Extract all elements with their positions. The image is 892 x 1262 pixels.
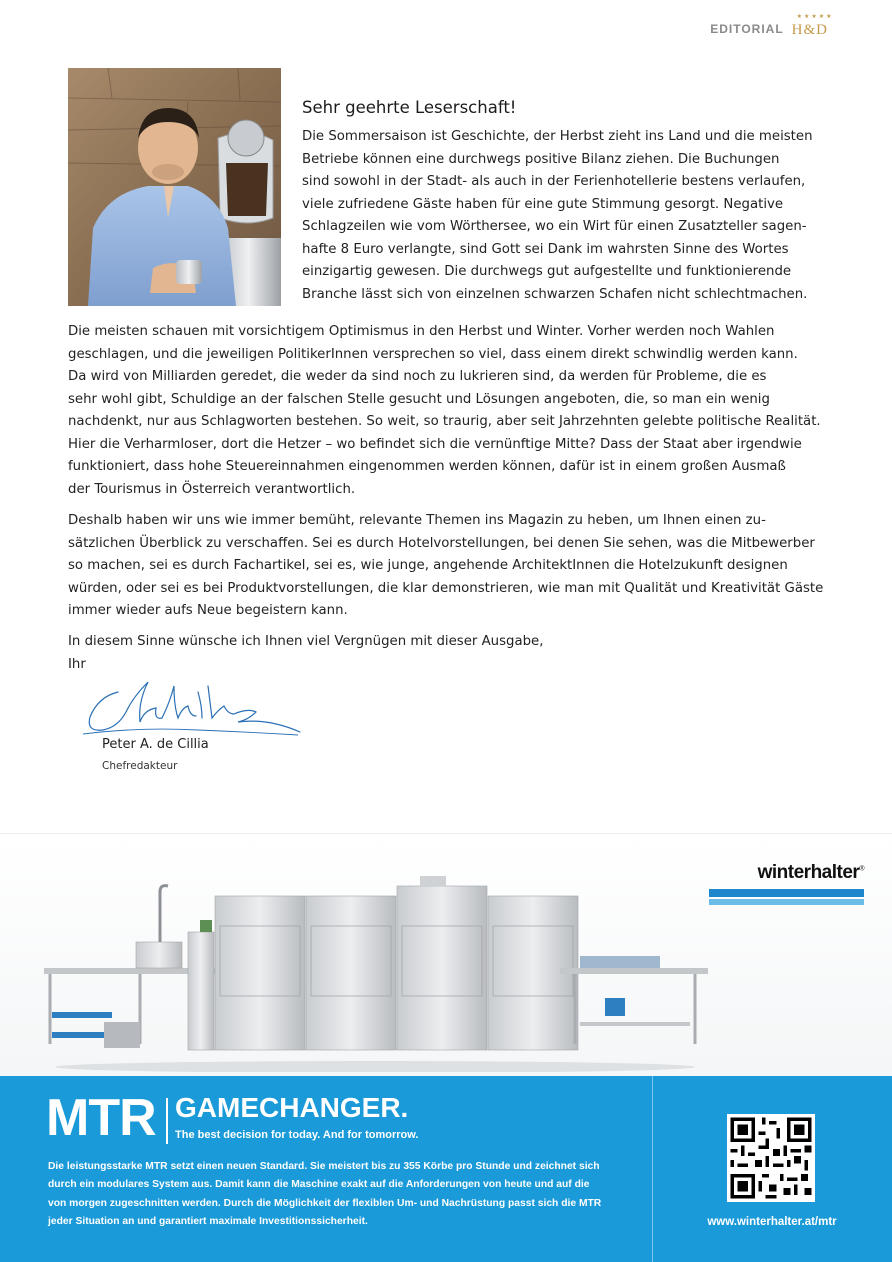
text-line: Hier die Verharmloser, dort die Hetzer – wo befindet sich die vernünftige Mitte? Dass der Staat aber irgendwie xyxy=(68,436,802,452)
text-line: sätzlichen Überblick zu verschaffen. Sei es durch Hotelvorstellungen, bei denen Sie sehen, was die Mitbewerber xyxy=(68,535,815,551)
text-line: Schlagzeilen wie vom Wörthersee, wo ein Wirt für einen Zusatzteller sagen- xyxy=(302,219,807,234)
ad-url-link[interactable]: www.winterhalter.at/mtr xyxy=(707,1216,837,1228)
closing-line: In diesem Sinne wünsche ich Ihnen viel Vergnügen mit dieser Ausgabe, xyxy=(68,634,544,649)
registered-mark: ® xyxy=(859,865,864,873)
product-name: MTR xyxy=(46,1089,156,1147)
handwritten-signature xyxy=(78,672,308,742)
text-line: so machen, sei es durch Fachartikel, sei es, wie junge, angehende ArchitektInnen die Hotelzukunft designen xyxy=(68,558,788,573)
text-line: Betriebe können eine durchwegs positive Bilanz ziehen. Die Buchungen xyxy=(302,151,780,167)
brand-stripe-light xyxy=(709,899,864,905)
text-line: einzigartig gewesen. Die durchwegs gut aufgestellte und funktionierende xyxy=(302,264,792,279)
text-line: sehr wohl gibt, Schuldige an der falschen Stelle gesucht und Lösungen angeboten, die, so man ein wenig xyxy=(68,391,770,407)
headline-divider xyxy=(166,1098,168,1144)
closing-salutation: Ihr xyxy=(68,656,86,672)
brand-name: winterhalter xyxy=(757,862,860,883)
brand-logo xyxy=(709,862,864,905)
editor-photo xyxy=(68,68,281,306)
text-line: sind sowohl in der Stadt- als auch in der Ferienhotellerie bestens verlaufen, xyxy=(302,174,806,189)
text-line: würden, oder sei es bei Produktvorstellungen, die klar demonstrieren, wie man mit Qualität und Kreativität Gäste xyxy=(68,580,824,596)
text-line: nachdenkt, nur aus Schlagworten bestehen. So weit, so traurig, aber seit Jahrzehnten gelebte politische Realität. xyxy=(68,414,821,429)
paragraph-magazine xyxy=(68,510,828,623)
paragraph-politics xyxy=(68,321,828,501)
text-line: viele zufriedene Gäste haben für eine gute Stimmung gesorgt. Negative xyxy=(302,196,784,212)
text-line: der Tourismus in Österreich verantwortlich. xyxy=(68,481,356,497)
text-line: funktioniert, dass hohe Steuereinnahmen eingenommen werden können, dafür ist in einem großen Ausmaß xyxy=(68,459,786,474)
author-name: Peter A. de Cillia xyxy=(102,737,209,752)
text-line: Die Sommersaison ist Geschichte, der Herbst zieht ins Land und die meisten xyxy=(302,129,813,144)
text-line: Die meisten schauen mit vorsichtigem Optimismus in den Herbst und Winter. Vorher werden noch Wahlen xyxy=(68,324,775,339)
magazine-logo xyxy=(791,14,834,39)
text-line: Branche lässt sich von einzelnen schwarzen Schafen nicht schlechtmachen. xyxy=(302,286,808,302)
section-label: EDITORIAL xyxy=(710,21,784,36)
editorial-intro xyxy=(302,98,832,306)
qr-code-icon[interactable] xyxy=(727,1114,815,1202)
dishwasher-machine-illustration xyxy=(40,872,710,1072)
copy-line: durch ein modulares System aus. Damit kann die Maschine exakt auf die Anforderungen von heute und auf die xyxy=(48,1179,590,1191)
author-role: Chefredakteur xyxy=(102,760,178,772)
winterhalter-advertisement xyxy=(0,833,892,1262)
brand-stripe-dark xyxy=(709,889,864,897)
copy-line: Die leistungsstarke MTR setzt einen neuen Standard. Sie meistert bis zu 355 Körbe pro Stunde und zeichnet sich xyxy=(48,1161,600,1172)
editorial-body xyxy=(68,321,828,632)
logo-text: H&D xyxy=(791,22,828,38)
closing-text xyxy=(68,631,543,676)
intro-paragraph xyxy=(302,126,832,306)
text-line: geschlagen, und die jeweiligen PolitikerInnen versprechen so viel, dass einem direkt schwindlig werden kann. xyxy=(68,346,798,362)
ad-headline: GAMECHANGER. xyxy=(175,1092,409,1123)
ad-copy xyxy=(48,1158,608,1231)
ad-column-divider xyxy=(652,1076,653,1262)
text-line: Deshalb haben wir uns wie immer bemüht, relevante Themen ins Magazin zu heben, um Ihnen einen zu- xyxy=(68,513,766,528)
copy-line: von morgen zugeschnitten werden. Durch die Möglichkeit der flexiblen Um- und Nachrüstung passt sich die MTR xyxy=(48,1197,602,1209)
text-line: Da wird von Milliarden geredet, die weder da sind noch zu lukrieren sind, da werden für Probleme, die es xyxy=(68,369,767,384)
text-line: immer wieder aufs Neue begeistern kann. xyxy=(68,603,348,618)
greeting-heading: Sehr geehrte Leserschaft! xyxy=(302,98,517,117)
ad-blue-banner xyxy=(0,1076,892,1262)
ad-image-area xyxy=(0,833,892,1077)
copy-line: jeder Situation an und garantiert maximale Investitionssicherheit. xyxy=(48,1215,368,1227)
page-header xyxy=(710,14,834,39)
ad-tagline: The best decision for today. And for tomorrow. xyxy=(175,1129,419,1141)
text-line: hafte 8 Euro verlangte, sind Gott sei Dank im wahrsten Sinne des Wortes xyxy=(302,241,789,257)
logo-stars: ★★★★★ xyxy=(796,14,834,20)
